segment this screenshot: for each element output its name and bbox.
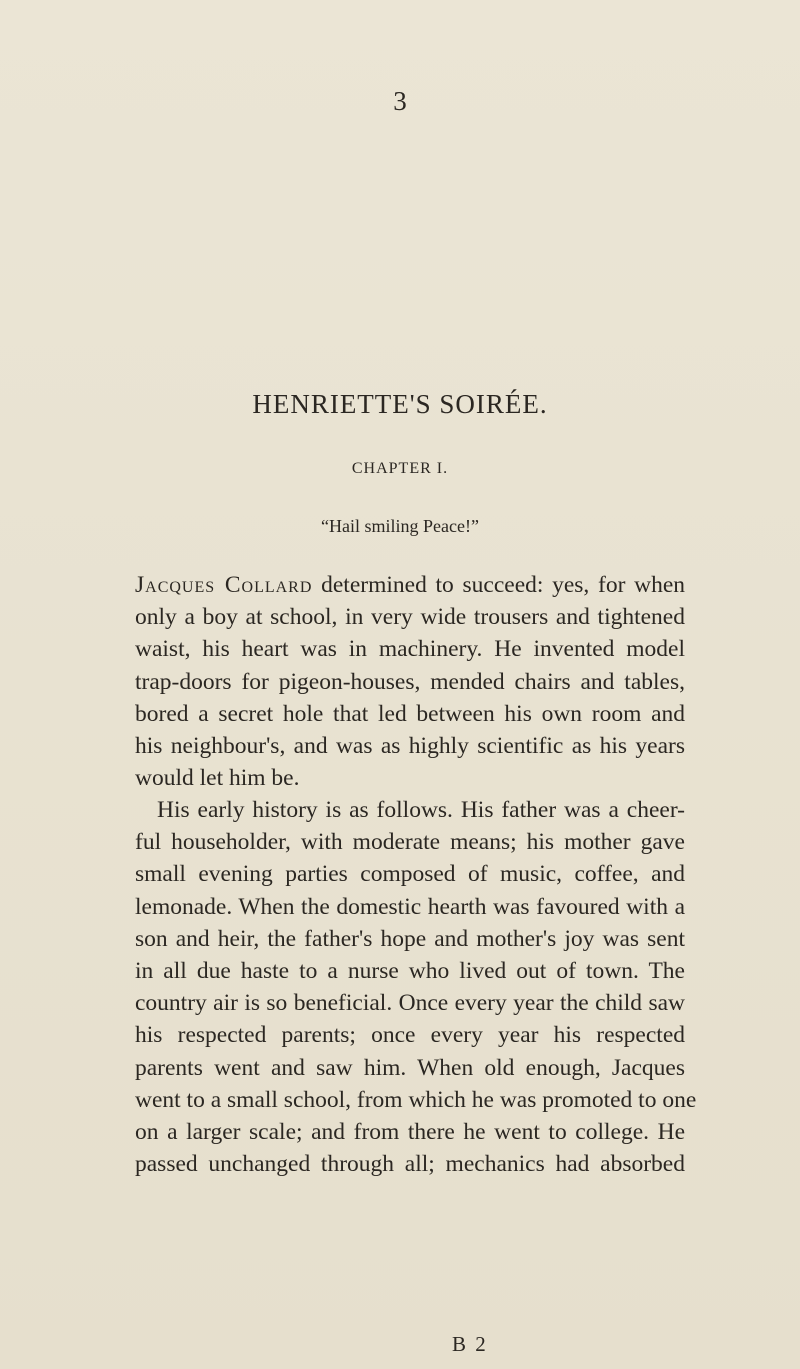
text-line: his respected parents; once every year his respected	[135, 1022, 685, 1049]
text-line: bored a secret hole that led between his own room and	[135, 700, 685, 727]
text-line: his neighbour's, and was as highly scientific as his years	[135, 733, 685, 760]
text-line: ful householder, with moderate means; his mother gave	[135, 829, 685, 856]
text-line: passed unchanged through all; mechanics had absorbed	[135, 1151, 685, 1178]
text-line: would let him be.	[135, 765, 300, 792]
paragraph-2	[135, 794, 697, 1180]
epigraph: “Hail smiling Peace!”	[321, 516, 479, 536]
text-line: country air is so beneficial. Once every year the child saw	[135, 990, 685, 1017]
text-line: on a larger scale; and from there he went to college. He	[135, 1119, 685, 1146]
text-line: lemonade. When the domestic hearth was favoured with a	[135, 893, 685, 920]
text-line: in all due haste to a nurse who lived out of town. The	[135, 958, 685, 985]
text-line: small evening parties composed of music, coffee, and	[135, 861, 685, 888]
story-title: HENRIETTE'S SOIRÉE.	[252, 389, 548, 419]
text-line: His early history is as follows. His father was a cheer-	[157, 797, 685, 823]
text-line: son and heir, the father's hope and mother's joy was sent	[135, 925, 685, 952]
text-line: went to a small school, from which he was promoted to one	[135, 1086, 697, 1113]
text-line: parents went and saw him. When old enough, Jacques	[135, 1054, 685, 1081]
paragraph-1	[135, 569, 685, 794]
page-number: 3	[393, 86, 407, 116]
text-line: only a boy at school, in very wide trousers and tightened	[135, 604, 685, 631]
text-line: Jacques Collard determined to succeed: yes, for when	[135, 572, 685, 598]
text-line: waist, his heart was in machinery. He invented model	[135, 636, 685, 663]
lead-name: Jacques Collard	[135, 572, 313, 598]
chapter-heading: CHAPTER I.	[351, 460, 449, 477]
signature-mark: B 2	[452, 1332, 488, 1356]
text-line: trap-doors for pigeon-houses, mended chairs and tables,	[135, 668, 685, 695]
